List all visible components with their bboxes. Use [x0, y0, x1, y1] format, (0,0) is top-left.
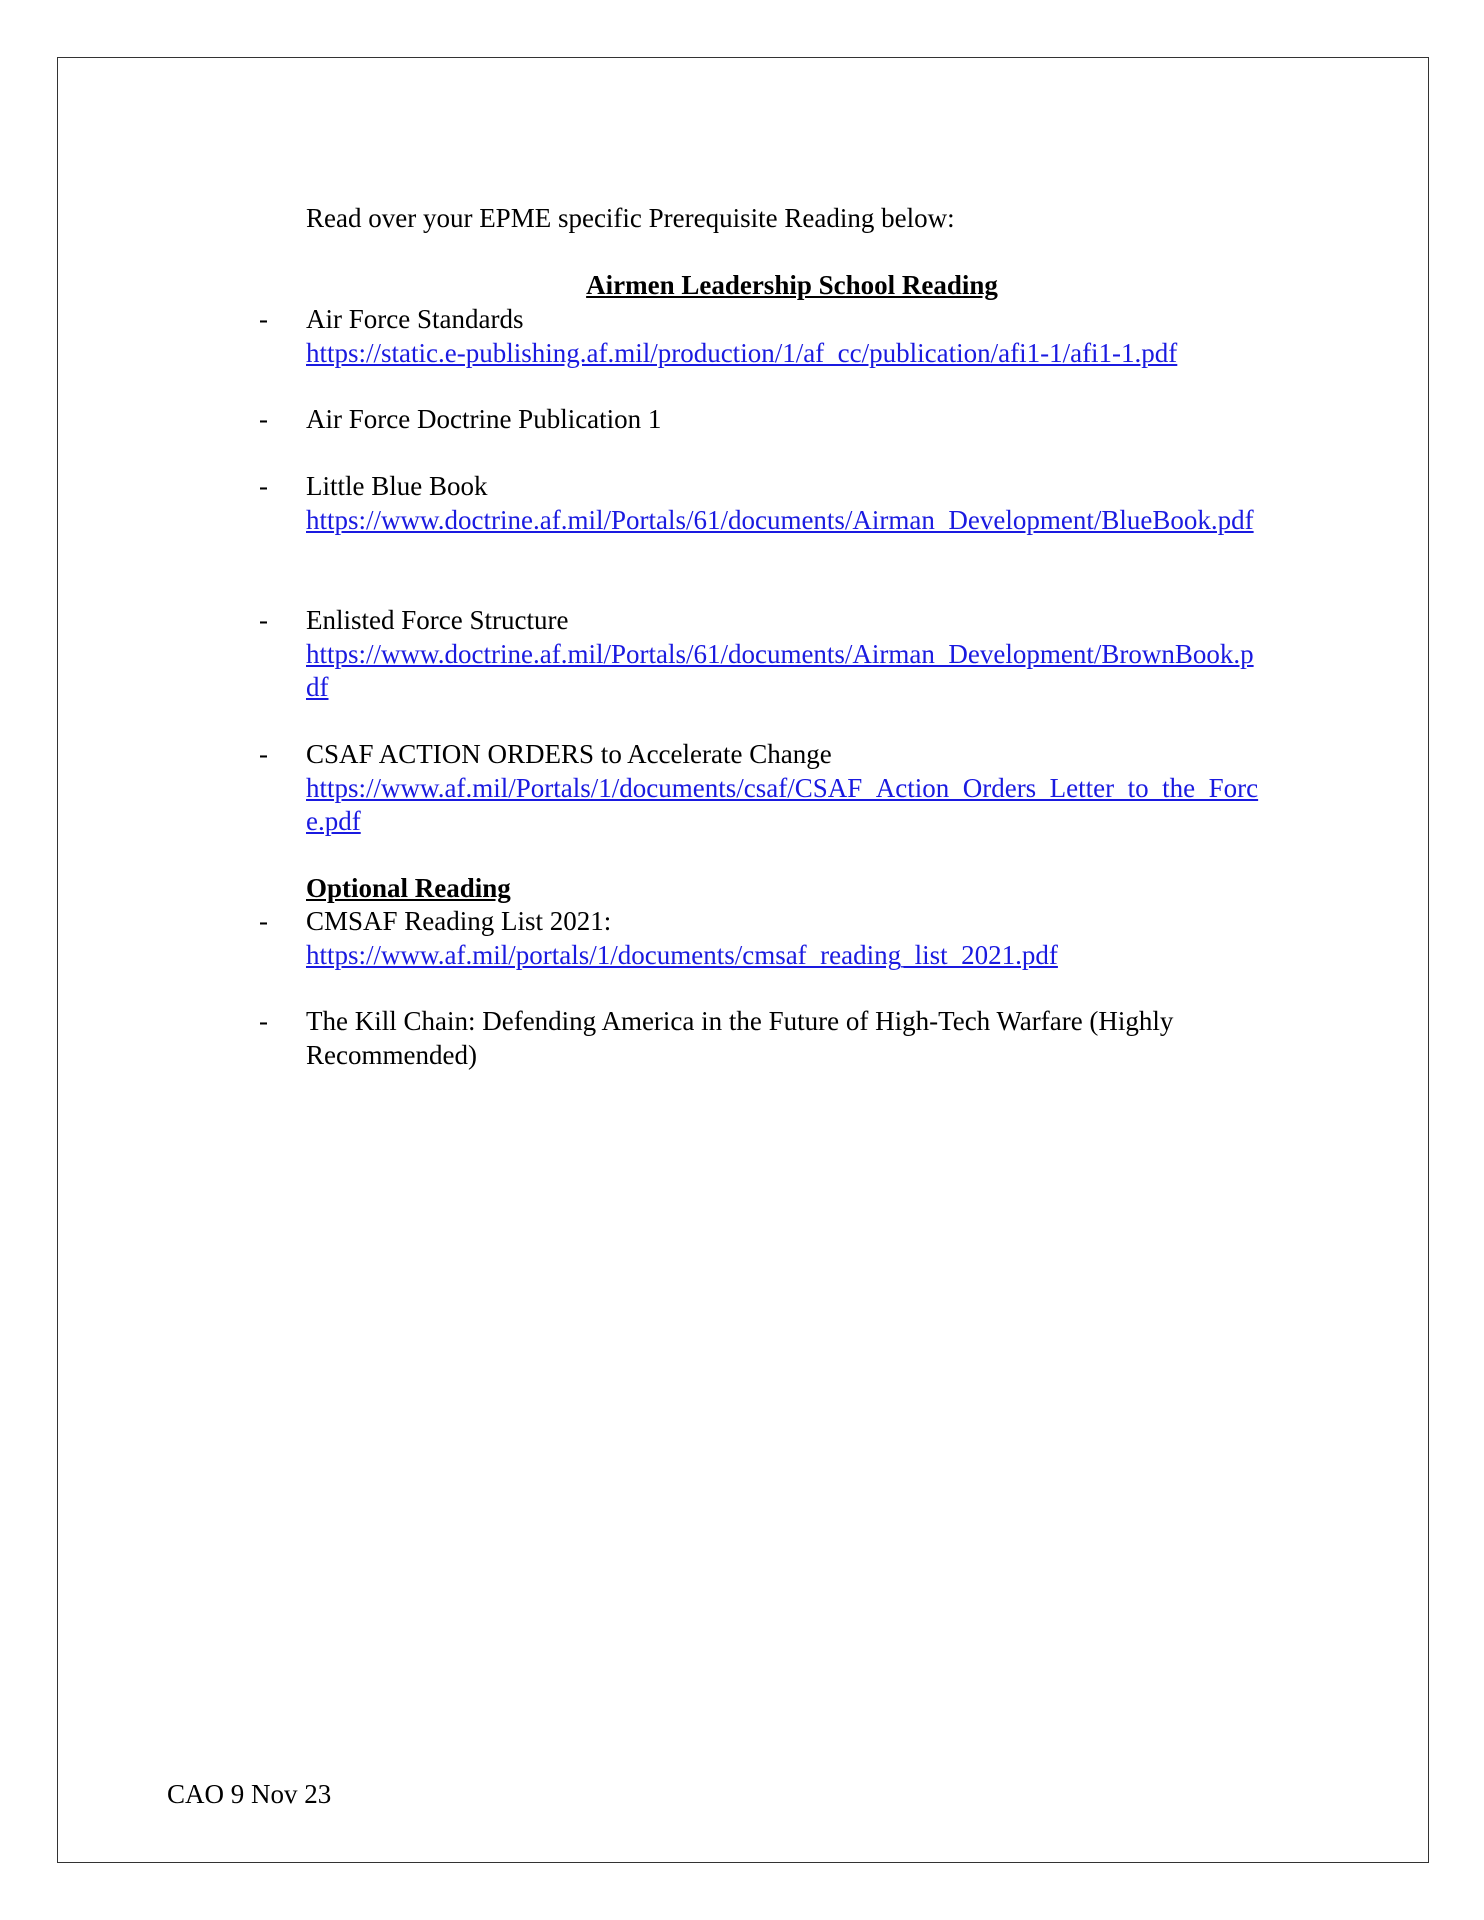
- blue-book-link[interactable]: https://www.doctrine.af.mil/Portals/61/documents/Airman_Development/BlueBook.pdf: [306, 504, 1254, 535]
- item-title: Air Force Doctrine Publication 1: [306, 404, 662, 434]
- cmsaf-reading-list-link[interactable]: https://www.af.mil/portals/1/documents/cmsaf_reading_list_2021.pdf: [306, 939, 1058, 970]
- list-dash: -: [259, 739, 268, 769]
- item-title: CMSAF Reading List 2021:: [306, 906, 612, 936]
- optional-reading-heading: Optional Reading: [306, 873, 511, 903]
- intro-text: Read over your EPME specific Prerequisite Reading below:: [306, 203, 955, 233]
- item-title: CSAF ACTION ORDERS to Accelerate Change: [306, 739, 832, 769]
- list-dash: -: [259, 1006, 268, 1036]
- list-dash: -: [259, 906, 268, 936]
- item-title: The Kill Chain: Defending America in the Future of High-Tech Warfare (Highly Recommended): [306, 1006, 1174, 1070]
- footer-date: CAO 9 Nov 23: [167, 1779, 332, 1809]
- item-title: Enlisted Force Structure: [306, 605, 569, 635]
- list-dash: -: [259, 404, 268, 434]
- list-dash: -: [259, 471, 268, 501]
- item-title: Air Force Standards: [306, 304, 524, 334]
- item-title: Little Blue Book: [306, 471, 488, 501]
- afi1-1-link[interactable]: https://static.e-publishing.af.mil/production/1/af_cc/publication/afi1-1/afi1-1.pdf: [306, 337, 1178, 368]
- list-dash: -: [259, 304, 268, 334]
- main-reading-heading: Airmen Leadership School Reading: [586, 270, 998, 300]
- csaf-action-orders-link[interactable]: https://www.af.mil/Portals/1/documents/csaf/CSAF_Action_Orders_Letter_to_the_Force.pdf: [306, 772, 1259, 836]
- brown-book-link[interactable]: https://www.doctrine.af.mil/Portals/61/documents/Airman_Development/BrownBook.pdf: [306, 638, 1254, 702]
- list-dash: -: [259, 605, 268, 635]
